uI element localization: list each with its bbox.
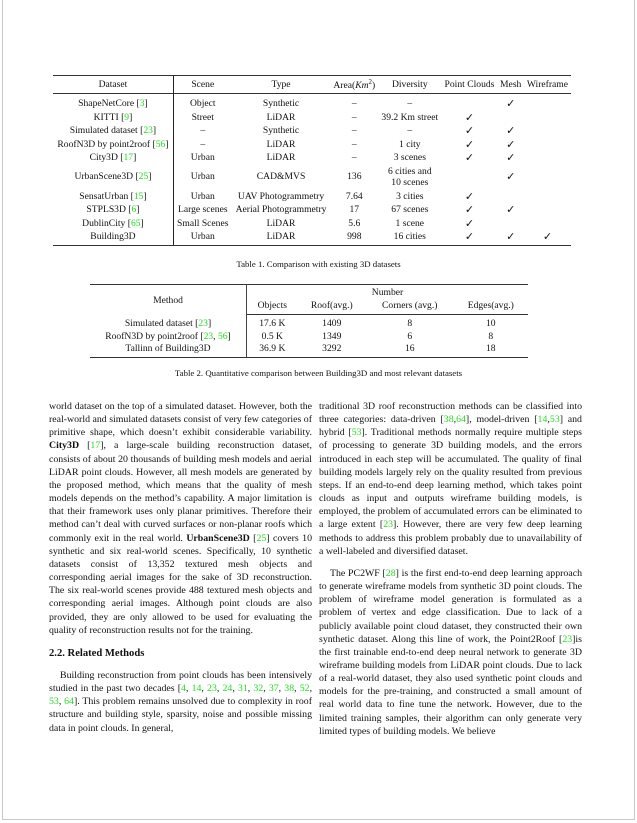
scene-cell: Street <box>191 111 214 123</box>
objects-cell: 0.5 K <box>261 330 283 342</box>
edges-cell: 18 <box>454 343 528 357</box>
citation-link[interactable]: 23 <box>207 683 217 695</box>
dataset-name: STPLS3D <box>86 204 129 215</box>
diversity-cell <box>378 138 441 152</box>
mesh-check: ✓ <box>506 170 516 184</box>
left-text-column <box>49 400 312 735</box>
table-row <box>53 138 571 152</box>
method-name-cell: Simulated dataset [23] <box>90 315 247 331</box>
dataset-name: KITTI <box>93 111 122 123</box>
citation-link[interactable]: 38 <box>443 414 454 426</box>
point-clouds-check: ✓ <box>464 203 475 216</box>
area-header-unit: Km <box>355 80 369 92</box>
citation-list: 4, 14, 23, 24, 31, 32, 37, 38, 52, 53, 64 <box>49 683 313 708</box>
text-run: ]. Traditional methods normally require multiple steps of processing to generate 3D building models, and the errors introduced in each step will be accumulated. The quality of final building models largely rely on the quality resulted from previous steps. If an end-to-end deep learning method, which takes point clouds as input and outputs wireframe building models, is employed, the problem of accumulated errors can be eliminated to a large extent [ <box>319 427 582 531</box>
dataset-name-cell <box>53 230 173 245</box>
col-header-point-clouds: Point Clouds <box>441 76 497 94</box>
mesh-check <box>498 111 524 125</box>
dataset-name-cell: Simulated dataset [23] <box>53 124 173 138</box>
table-2-caption: Table 2. Quantitative comparison between Building3D and most relevant datasets <box>174 368 463 378</box>
diversity-line: 1 city <box>399 138 421 150</box>
scene-cell: Urban <box>190 152 215 163</box>
wireframe-check <box>524 217 571 231</box>
col-header-roof: Roof(avg.) <box>298 300 366 315</box>
col-header-diversity: Diversity <box>378 76 441 94</box>
text-run: Building reconstruction from point clouds has been intensively studied in the past two decades [ <box>49 669 312 695</box>
method-name: RoofN3D by point2roof [ <box>105 330 204 342</box>
col-header-corners: Corners (avg.) <box>366 300 454 315</box>
method-name: Simulated dataset [ <box>124 317 199 329</box>
diversity-line: 67 scenes <box>391 204 429 215</box>
diversity-line: 1 scene <box>395 217 425 229</box>
table-row <box>53 111 571 125</box>
wireframe-check <box>524 190 571 204</box>
mesh-check <box>498 217 524 231</box>
diversity-cell <box>378 151 441 165</box>
citation-link[interactable]: 23 <box>198 317 208 329</box>
mesh-check <box>498 190 524 204</box>
method-name: Tallinn of Building3D <box>125 343 211 354</box>
mesh-check: ✓ <box>498 230 524 245</box>
wireframe-check <box>524 138 571 152</box>
edges-cell: 8 <box>488 330 494 342</box>
objects-cell: 17.6 K <box>259 318 286 329</box>
diversity-line: 3 scenes <box>393 152 426 163</box>
text-run: covers 10 synthetic and six real-world scenes. Specifically, 10 synthetic datasets consist of 13,352 textured mesh objects and corresponding aerial images for the sake of 3D reconstruction. The six real-world scenes provide 488 textured mesh objects and corresponding aerial images. Although point clouds are also provided, they are only allowed to be used for evaluating the quality of reconstruction results not for the training. <box>49 532 312 636</box>
citation-link[interactable]: 28 <box>385 567 396 579</box>
citation-link[interactable]: 56 <box>155 138 166 150</box>
col-header-edges: Edges(avg.) <box>454 300 528 315</box>
text-run: world dataset on the top of a simulated dataset. However, both the real-world and simulated datasets consist of very few categories of primitive shape, which doesn’t exhibit considerable variability. <box>49 401 312 439</box>
point-clouds-check: ✓ <box>464 110 475 124</box>
text-run: ]. This problem remains unsolved due to complexity in roof structure and building style, sparsity, noise and possible missing data in point clouds. In general, <box>49 696 313 734</box>
dataset-name-cell: KITTI [9] <box>53 111 173 125</box>
section-heading: 2.2. Related Methods <box>49 647 145 659</box>
objects-cell: 36.9 K <box>247 343 298 357</box>
type-cell: LiDAR <box>266 138 296 150</box>
diversity-cell <box>378 94 441 111</box>
type-cell: LiDAR <box>232 230 331 245</box>
citation-link[interactable]: 23 <box>143 125 153 136</box>
dataset-name-cell: City3D [17] <box>53 151 173 165</box>
dataset-name-cell: SensatUrban [15] <box>53 190 173 204</box>
dataset-name-cell: UrbanScene3D [25] <box>53 165 173 190</box>
area-cell: 5.6 <box>348 217 361 229</box>
point-clouds-check: ✓ <box>464 137 475 151</box>
citation-link[interactable]: 14 <box>191 683 202 695</box>
dataset-name-cell: RoofN3D by point2roof [56] <box>53 138 173 152</box>
citation-link[interactable]: 25 <box>138 171 149 183</box>
diversity-cell <box>378 165 441 190</box>
table-row <box>53 94 571 111</box>
diversity-cell <box>378 230 441 245</box>
area-cell: 136 <box>347 171 362 183</box>
diversity-line: 3 cities <box>396 190 424 202</box>
dataset-name: City3D <box>89 152 121 163</box>
scene-cell: Urban <box>190 171 215 183</box>
method-name-cell: RoofN3D by point2roof [23, 56] <box>90 331 247 344</box>
table-row <box>90 343 528 357</box>
diversity-cell <box>378 203 441 217</box>
text-run: ] and hybrid [ <box>319 414 582 439</box>
corners-cell: 16 <box>366 343 454 357</box>
text-run: , a large-scale building reconstruction dataset, consists of about 20 thousands of building mesh models and aerial LiDAR point clouds. However, all mesh models are generated by the proposed method, which means that the quality of mesh models depends on the method’s capability. A major limitation is that their framework uses only planar primitives. Therefore their method can’t deal with curved surfaces or non-planar roofs which commonly exit in the real world. <box>49 440 312 544</box>
citation-link[interactable]: 38 <box>284 683 295 695</box>
col-header-method: Method <box>90 285 247 315</box>
diversity-cell <box>378 217 441 231</box>
diversity-cell <box>378 190 441 204</box>
type-cell: LiDAR <box>266 111 296 123</box>
col-header-type: Type <box>232 76 331 94</box>
citation-link[interactable]: 15 <box>133 190 144 202</box>
edges-cell: 10 <box>486 318 496 329</box>
col-header-objects: Objects <box>247 300 298 315</box>
text-run: ]. However, there are very few deep learning methods to address this problem probably due to unavailability of a well-labeled and diversified dataset. <box>319 519 582 557</box>
type-cell: UAV Photogrammetry <box>237 190 325 202</box>
col-header-mesh: Mesh <box>498 76 524 94</box>
point-clouds-check <box>441 94 497 111</box>
paragraph: world dataset on the top of a simulated dataset. However, both the real-world and simulated datasets consist of very few categories of primitive shape, which doesn’t exhibit considerable variability. City3D [17], a large-scale building reconstruction dataset, consists of about 20 thousands of building mesh models and aerial LiDAR point clouds. However, all mesh models are generated by the proposed method, which means that the quality of mesh models depends on the method’s capability. A major limitation is that their framework uses only planar primitives. Therefore their method can’t deal with curved surfaces or non-planar roofs which commonly exit in the real world. UrbanScene3D [25] covers 10 synthetic and six real-world scenes. Specifically, 10 synthetic datasets consist of 13,352 textured mesh objects and corresponding aerial images for the sake of 3D reconstruction. The six real-world scenes provide 488 textured mesh objects and corresponding aerial images. Although point clouds are also provided, they are only allowed to be used for evaluating the quality of reconstruction results not for the training. <box>49 401 312 636</box>
diversity-line: 16 cities <box>393 231 426 242</box>
mesh-check: ✓ <box>506 97 516 110</box>
area-cell: – <box>351 125 357 136</box>
table-row <box>53 124 571 138</box>
scene-cell: Urban <box>190 190 215 202</box>
table-row <box>53 203 571 217</box>
text-run: ]is the first trainable end-to-end deep neural network to generate 3D wireframe building models from LiDAR point clouds. Due to lack of a real-world dataset, they also used synthetic point clouds and models for the pre-training, and constructed a small amount of real world data to fine tune the network. However, due to the limited training samples, their algorithm can only generate very limited types of building models. We believe <box>319 633 582 737</box>
col-header-area <box>330 76 378 94</box>
type-cell: CAD&MVS <box>256 171 306 183</box>
mesh-check: ✓ <box>506 203 516 216</box>
table-row <box>53 151 571 165</box>
scene-cell: Urban <box>173 230 231 245</box>
col-header-number-group: Number <box>247 285 529 300</box>
dataset-name-cell: ShapeNetCore [3] <box>53 94 173 111</box>
mesh-check: ✓ <box>506 137 516 151</box>
wireframe-check <box>524 124 571 138</box>
scene-cell: Large scenes <box>177 204 228 215</box>
diversity-line: 10 scenes <box>391 177 429 188</box>
diversity-cell <box>378 111 441 125</box>
dataset-name-cell: STPLS3D [6] <box>53 203 173 217</box>
table-row <box>53 230 571 245</box>
citation-link[interactable]: 3 <box>139 98 145 109</box>
col-header-scene: Scene <box>173 76 231 94</box>
paragraph <box>49 669 312 735</box>
point-clouds-check: ✓ <box>464 189 475 203</box>
scene-cell: Object <box>189 98 216 109</box>
citation-link[interactable]: 17 <box>123 152 134 163</box>
text-run: traditional 3D roof reconstruction methods can be classified into three categories: data-driven [ <box>319 401 582 426</box>
type-cell: Aerial Photogrammetry <box>235 204 327 215</box>
citation-link[interactable]: 65 <box>130 217 141 229</box>
corners-cell: 8 <box>407 318 413 329</box>
citation-link[interactable]: 52 <box>299 683 310 695</box>
citation-link[interactable]: 53 <box>351 427 362 439</box>
citation-link[interactable]: 32 <box>253 683 264 695</box>
table-1-header-row <box>53 76 571 94</box>
area-header-exponent: 2 <box>368 78 373 87</box>
area-cell: – <box>351 111 357 123</box>
roof-cell: 1409 <box>322 318 342 329</box>
citation-link[interactable]: 23 <box>383 519 394 531</box>
citation-link[interactable]: 64 <box>456 414 466 426</box>
dataset-name: Simulated dataset <box>69 125 141 136</box>
right-text-column <box>319 400 582 738</box>
scene-cell: – <box>200 138 206 150</box>
citation-link[interactable]: 53 <box>549 414 560 426</box>
point-clouds-check: ✓ <box>464 151 475 164</box>
citation-link[interactable]: 37 <box>268 683 279 695</box>
dataset-name: ShapeNetCore <box>78 98 137 109</box>
point-clouds-check: ✓ <box>464 216 475 230</box>
citation-link[interactable]: 23 <box>562 633 573 645</box>
table-row <box>53 190 571 204</box>
citation-link[interactable]: 64 <box>64 696 74 708</box>
dataset-name: Building3D <box>90 231 136 242</box>
table-row <box>53 217 571 231</box>
paragraph <box>319 567 582 738</box>
area-header-text: Area( <box>333 80 356 92</box>
roof-cell: 1349 <box>322 330 342 342</box>
citation-link[interactable]: 25 <box>256 532 267 544</box>
dataset-name: SensatUrban <box>79 190 131 202</box>
dataset-name-cell: DublinCity [65] <box>53 217 173 231</box>
citation-link[interactable]: 14 <box>537 414 548 426</box>
area-cell: 998 <box>330 230 378 245</box>
wireframe-check <box>524 203 571 217</box>
citation-link[interactable]: 4 <box>181 683 186 695</box>
wireframe-check: ✓ <box>524 230 571 245</box>
text-run: ], model-driven [ <box>465 414 538 426</box>
corners-cell: 6 <box>407 330 413 342</box>
citation-link[interactable]: 9 <box>124 111 130 123</box>
diversity-line: 6 cities and <box>387 165 432 177</box>
citation-link[interactable]: 24 <box>222 683 233 695</box>
table-row <box>53 165 571 190</box>
wireframe-check <box>524 94 571 111</box>
col-header-dataset: Dataset <box>53 76 173 94</box>
mesh-check: ✓ <box>506 151 516 164</box>
table-row <box>90 331 528 344</box>
point-clouds-check <box>441 165 497 190</box>
table-2-header-row-1 <box>90 285 528 300</box>
diversity-line: – <box>407 98 413 109</box>
table-2-quantitative-comparison <box>90 284 528 358</box>
type-cell: Synthetic <box>262 125 300 136</box>
diversity-line: – <box>407 125 413 136</box>
area-cell: – <box>351 138 357 150</box>
dataset-name: RoofN3D by point2roof <box>57 138 153 150</box>
paragraph: traditional 3D roof reconstruction methods can be classified into three categories: data-driven [38,64], model-driven [14,53] and hybrid [53]. Traditional methods normally require multiple steps of processing to generate 3D building models, and the errors introduced in each step will be accumulated. The quality of final building models largely rely on the quality resulted from previous steps. If an end-to-end deep learning method, which takes point clouds as input and outputs wireframe building models, is employed, the problem of accumulated errors can be eliminated to a large extent [23]. However, there are very few deep learning methods to address this problem probably due to unavailability of a well-labeled and diversified dataset. <box>319 401 582 557</box>
citation-link[interactable]: 17 <box>90 440 101 452</box>
point-clouds-check: ✓ <box>441 230 497 245</box>
type-cell: LiDAR <box>266 152 296 163</box>
area-cell: 17 <box>349 204 360 215</box>
scene-cell: Small Scenes <box>177 217 229 229</box>
area-cell: – <box>351 152 357 163</box>
wireframe-check <box>524 165 571 190</box>
table-1-dataset-comparison <box>53 75 571 246</box>
citation-link[interactable]: 53 <box>49 696 59 708</box>
dataset-name: DublinCity <box>82 217 128 229</box>
citation-link[interactable]: 31 <box>237 683 248 695</box>
table-1-caption: Table 1. Comparison with existing 3D datasets <box>236 259 401 269</box>
mesh-check: ✓ <box>506 124 516 137</box>
table-row <box>90 315 528 331</box>
method-name-cell <box>90 343 247 357</box>
wireframe-check <box>524 151 571 165</box>
point-clouds-check: ✓ <box>464 124 475 137</box>
scene-cell: – <box>200 125 206 136</box>
type-cell: Synthetic <box>262 98 300 109</box>
area-cell: – <box>351 98 357 109</box>
bold-term-city3d: City3D <box>49 440 80 452</box>
diversity-line: 39.2 Km street <box>381 111 439 123</box>
bold-term-urbanscene3d: UrbanScene3D <box>186 532 250 544</box>
citation-link[interactable]: 56 <box>217 330 228 342</box>
wireframe-check <box>524 111 571 125</box>
text-run: ] is the first end-to-end deep learning approach to generate wireframe models from synthetic 3D point clouds. The problem of wireframe model generation is formulated as a problem of vertex and edge classification. Due to lack of a publicly available point cloud dataset, they constructed their own synthetic dataset. Along this line of work, the Point2Roof [ <box>319 567 583 645</box>
area-cell: 7.64 <box>345 190 363 202</box>
type-cell: LiDAR <box>266 217 296 229</box>
citation-link[interactable]: 6 <box>131 204 137 215</box>
diversity-cell <box>378 124 441 138</box>
text-run: The PC2WF [ <box>330 567 386 579</box>
col-header-wireframe: Wireframe <box>524 76 571 94</box>
roof-cell: 3292 <box>298 343 366 357</box>
paragraph-gap <box>319 558 582 567</box>
citation-link[interactable]: 23 <box>203 330 214 342</box>
dataset-name: UrbanScene3D <box>74 171 136 183</box>
area-header-close: ) <box>372 80 376 92</box>
